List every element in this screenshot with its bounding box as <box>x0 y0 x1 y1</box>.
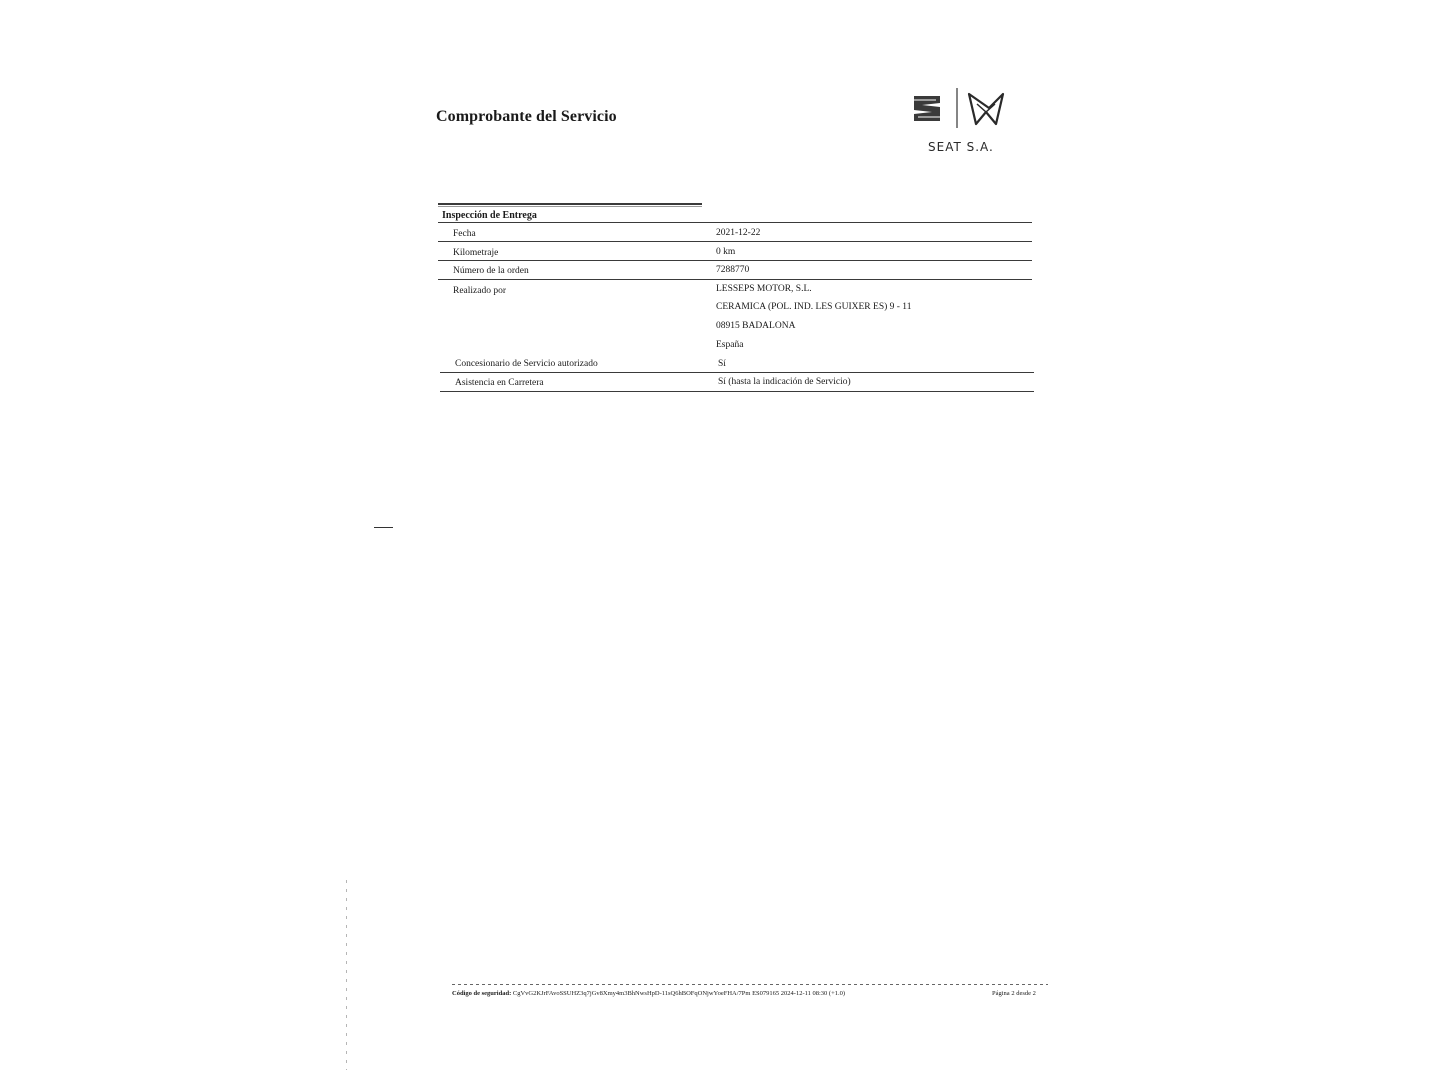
row-value: 08915 BADALONA <box>716 321 796 331</box>
row-label: Fecha <box>453 229 476 239</box>
row-value: CERAMICA (POL. IND. LES GUIXER ES) 9 - 11 <box>716 302 912 312</box>
row-value: 2021-12-22 <box>716 228 761 238</box>
brand-logos <box>905 86 1015 158</box>
divider <box>440 372 1034 373</box>
security-label: Código de seguridad: <box>452 990 512 997</box>
divider <box>438 260 1032 261</box>
footer-security <box>452 990 845 997</box>
row-label: Realizado por <box>453 286 507 296</box>
row-value: LESSEPS MOTOR, S.L. <box>716 284 812 294</box>
row-value: 0 km <box>716 247 736 257</box>
security-code: CgVvG2KJrFAvoSSUHZ3q7jGv8Xmy4m3BhNwsHpD-11sQ6hBOFqONjwYoeFHA/7Pm ES079165 2024-12-11 08:30 (+1.0) <box>512 990 846 997</box>
divider <box>438 222 1032 223</box>
doc-title: Comprobante del Servicio <box>436 108 617 125</box>
row-label: Asistencia en Carretera <box>455 378 544 388</box>
row-value: España <box>716 340 744 350</box>
divider <box>438 279 1032 280</box>
divider <box>440 391 1034 392</box>
page-number: Página 2 desde 2 <box>992 990 1036 997</box>
margin-mark <box>374 527 393 528</box>
row-value: Sí (hasta la indicación de Servicio) <box>718 377 851 387</box>
row-label: Kilometraje <box>453 248 499 258</box>
row-value: Sí <box>718 359 726 369</box>
cupra-logo-icon <box>905 86 1015 136</box>
section-top-rule-thin <box>438 206 702 207</box>
section-title: Inspección de Entrega <box>442 210 537 221</box>
row-label: Número de la orden <box>453 266 529 276</box>
divider <box>438 241 1032 242</box>
footer-rule <box>452 984 1048 985</box>
brand-name: SEAT S.A. <box>928 140 994 154</box>
section-top-rule <box>438 203 702 205</box>
row-label: Concesionario de Servicio autorizado <box>455 359 598 369</box>
scan-artifact <box>346 880 347 1070</box>
row-value: 7288770 <box>716 265 750 275</box>
